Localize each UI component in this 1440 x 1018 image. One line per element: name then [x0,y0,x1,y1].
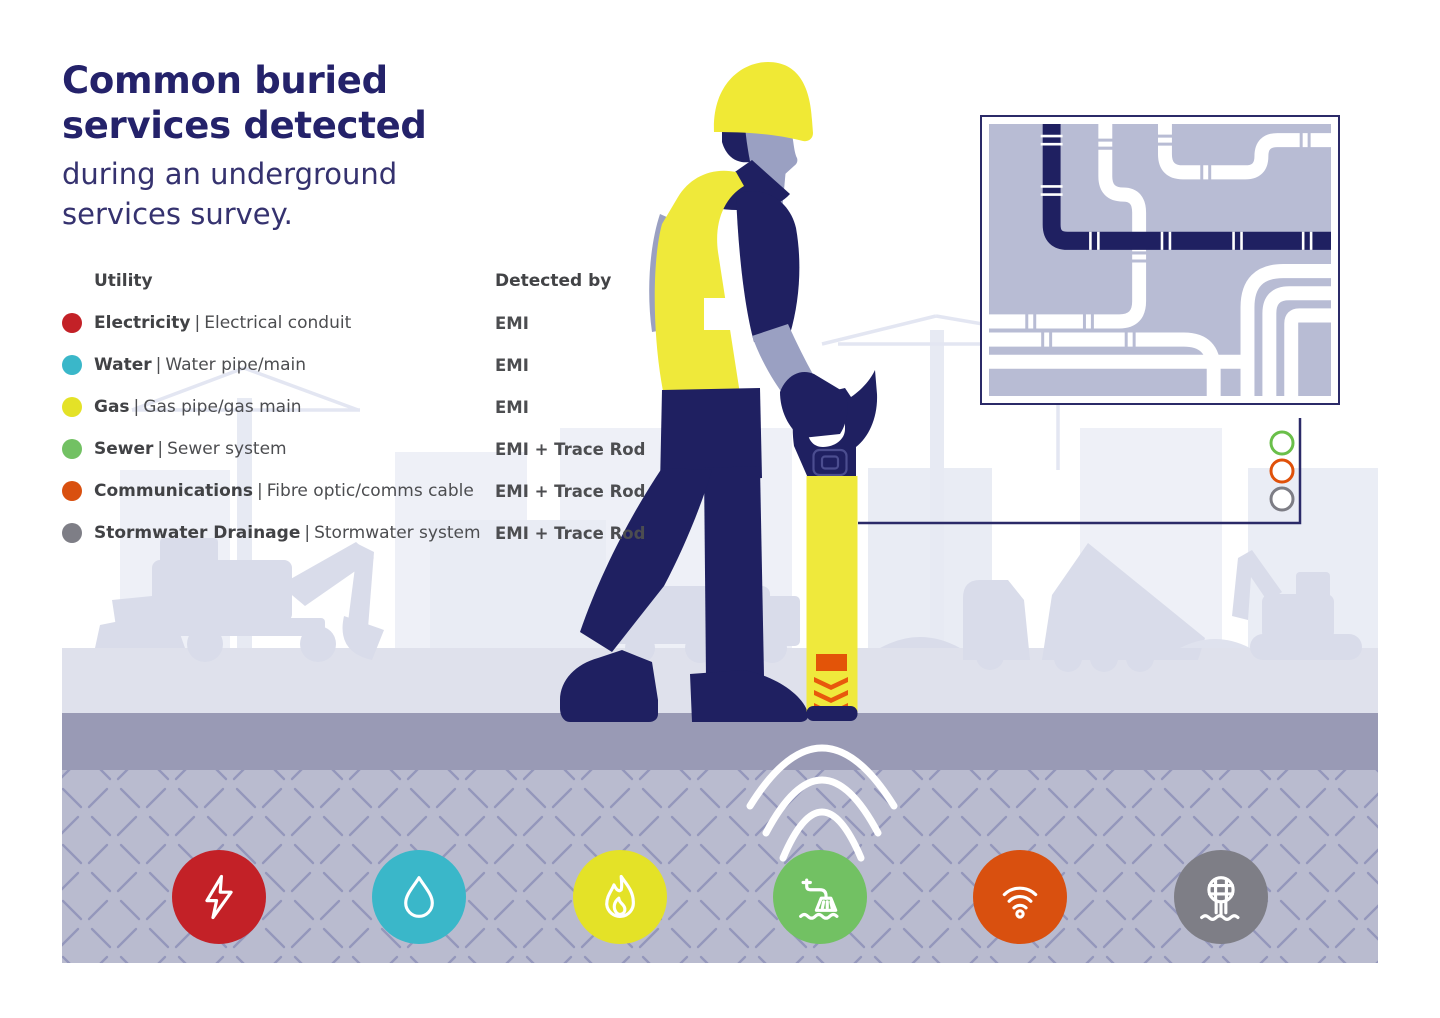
utility-map-inset [980,115,1340,405]
water-detected-by: EMI [495,355,529,375]
communications-detected-by: EMI + Trace Rod [495,481,646,501]
detected-by-column-header: Detected by [495,271,612,291]
electricity-dot [62,313,82,333]
communications-dot [62,481,82,501]
stormwater-service-circle [1174,850,1268,944]
legend-row-electricity: Electricity | Electrical conduit [94,313,352,333]
communications-service-circle [973,850,1067,944]
sewer-detected-by: EMI + Trace Rod [495,439,646,459]
stormwater-indicator-ring [1271,488,1293,510]
wifi-icon [991,868,1049,926]
flame-icon [591,868,649,926]
page-subtitle: during an underground services survey. [62,157,398,231]
legend-row-communications: Communications | Fibre optic/comms cable [94,481,474,501]
hard-hat [714,62,813,141]
electricity-service-circle [172,850,266,944]
gas-dot [62,397,82,417]
utility-column-header: Utility [94,271,153,291]
communications-indicator-ring [1271,460,1293,482]
title-block [62,58,427,234]
page-title: Common buried services detected [62,59,427,147]
sewage-pump-icon [791,868,849,926]
water-drop-icon [390,868,448,926]
stormwater-dot [62,523,82,543]
utility-legend [62,260,645,554]
underground-layers [62,713,1378,963]
legend-row-sewer: Sewer | Sewer system [94,439,287,459]
gas-detected-by: EMI [495,397,529,417]
water-dot [62,355,82,375]
buried-pipes-map [989,124,1331,396]
legend-row-gas: Gas | Gas pipe/gas main [94,397,302,417]
gas-service-circle [573,850,667,944]
sewer-service-circle [773,850,867,944]
legend-row-stormwater: Stormwater Drainage | Stormwater system [94,523,481,543]
water-service-circle [372,850,466,944]
legend-row-water: Water | Water pipe/main [94,355,307,375]
lightning-bolt-icon [190,868,248,926]
stormwater-detected-by: EMI + Trace Rod [495,523,646,543]
storm-drain-icon [1192,868,1250,926]
sewer-dot [62,439,82,459]
water-pipe-line [989,124,1139,321]
electricity-detected-by: EMI [495,313,529,333]
sewer-indicator-ring [1271,432,1293,454]
